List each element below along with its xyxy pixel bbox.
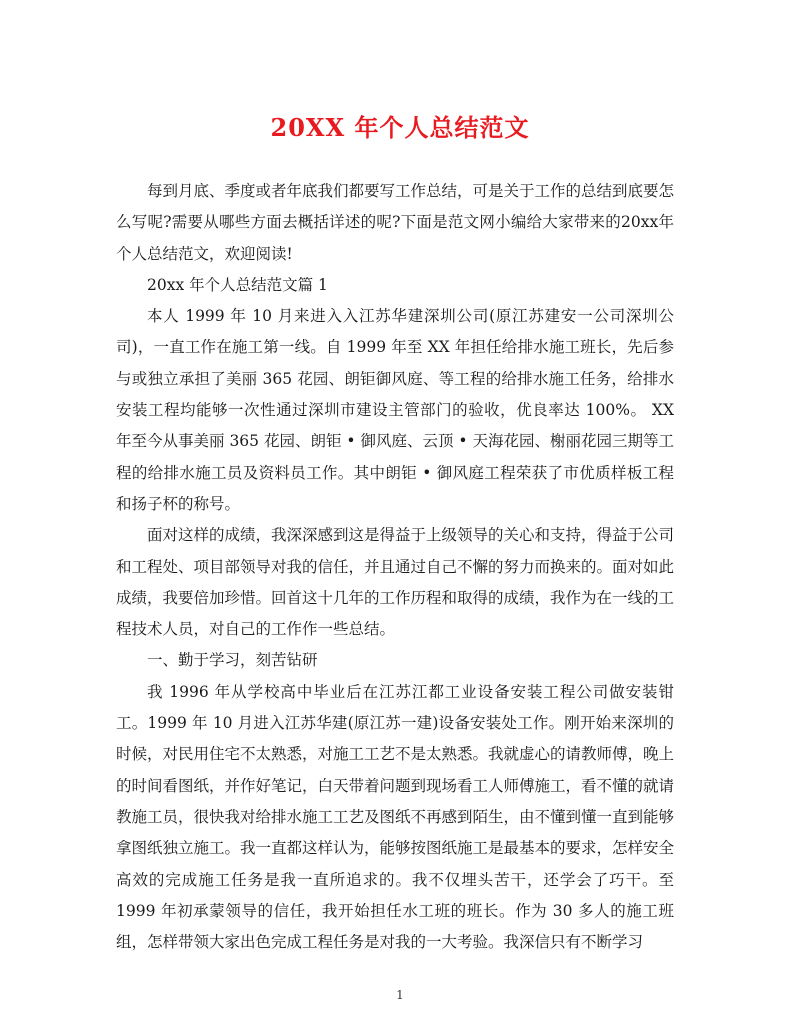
subsection-heading: 一、勤于学习，刻苦钻研 — [147, 651, 318, 670]
intro-paragraph: 每到月底、季度或者年底我们都要写工作总结，可是关于工作的总结到底要怎么写呢?需要从哪些方面去概括详述的呢?下面是范文网小编给大家带来的20xx年个人总结范文，欢迎阅读! — [116, 182, 675, 263]
page-title: 20XX 年个人总结范文 — [270, 113, 530, 142]
document-body — [116, 176, 674, 958]
body-paragraph: 本人 1999 年 10 月来进入入江苏华建深圳公司(原江苏建安一公司深圳公司)，一直工作在施工第一线。自 1999 年至 XX 年担任给排水施工班长，先后参与或独立承担了美丽 365 花园、朗钜御风庭、等工程的给排水施工任务，给排水安装工程均能够一次性通过深圳市建设主管部门的验收，优良率达 100%。 XX 年至今从事美丽 365 花园、朗钜 • 御风庭、云顶 • 天海花园、榭丽花园三期等工程的给排水施工员及资料员工作。其中朗钜 • 御风庭工程荣获了市优质样板工程和扬子杯的称号。 — [116, 307, 674, 513]
body-paragraph: 我 1996 年从学校高中毕业后在江苏江都工业设备安装工程公司做安装钳工。1999 年 10 月进入江苏华建(原江苏一建)设备安装处工作。刚开始来深圳的时候，对民用住宅不太熟悉，对施工工艺不是太熟悉。我就虚心的请教师傅，晚上的时间看图纸，并作好笔记，白天带着问题到现场看工人师傅施工，看不懂的就请教施工员，很快我对给排水施工工艺及图纸不再感到陌生，由不懂到懂一直到能够拿图纸独立施工。我一直都这样认为，能够按图纸施工是最基本的要求，怎样安全高效的完成施工任务是我一直所追求的。我不仅埋头苦干，还学会了巧干。至 1999 年初承蒙领导的信任，我开始担任水工班的班长。作为 30 多人的施工班组，怎样带领大家出色完成工程任务是对我的一大考验。我深信只有不断学习 — [116, 682, 675, 952]
body-paragraph: 面对这样的成绩，我深深感到这是得益于上级领导的关心和支持，得益于公司和工程处、项目部领导对我的信任，并且通过自己不懈的努力而换来的。面对如此成绩，我要倍加珍惜。回首这十几年的工作历程和取得的成绩，我作为在一线的工程技术人员，对自己的工作作一些总结。 — [116, 526, 675, 639]
section-heading: 20xx 年个人总结范文篇 1 — [147, 275, 328, 294]
page-number: 1 — [396, 988, 404, 1002]
